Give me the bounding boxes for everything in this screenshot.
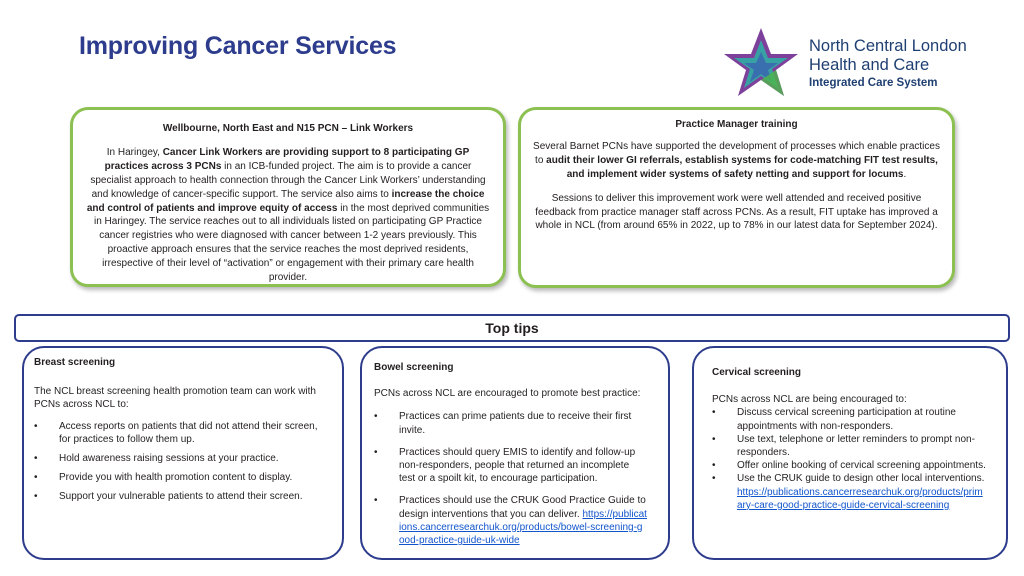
bowel-list — [374, 410, 648, 547]
practice-manager-text-1: Several Barnet PCNs have supported the development of processes which enable practices to audit their lower GI referrals, establish systems for code-matching FIT test results, and implement wider systems of safety netting and support for locums. — [533, 140, 940, 180]
list-item: • Offer online booking of cervical screening appointments. — [712, 459, 986, 472]
top-tips-banner: Top tips — [14, 314, 1010, 342]
practice-manager-text-2: Sessions to deliver this improvement work were well attended and received positive feedback from practice manager staff across PCNs. As a result, FIT uptake has improved a whole in NCL (from around 65% in 2022, up to 78% in our latest data for September 2024). — [535, 192, 938, 232]
practice-manager-heading: Practice Manager training — [675, 119, 798, 130]
bowel-screening-card — [360, 346, 670, 560]
breast-list — [34, 420, 322, 504]
breast-intro: The NCL breast screening health promotion team can work with PCNs across NCL to: — [34, 386, 316, 411]
list-item: • Access reports on patients that did not attend their screen, for practices to follow them up. — [34, 420, 322, 446]
link-workers-box — [70, 107, 506, 287]
page-title: Improving Cancer Services — [79, 32, 397, 60]
bowel-guide-link[interactable]: https://publications.cancerresearchuk.org/products/bowel-screening-good-practice-guide-uk-wide — [399, 508, 647, 547]
list-item: • Support your vulnerable patients to attend their screen. — [34, 490, 322, 503]
logo-line-2: Health and Care — [809, 56, 930, 74]
list-item: • Practices can prime patients due to receive their first invite. — [374, 410, 648, 436]
list-item: • Practices should use the CRUK Good Practice Guide to design interventions that you can deliver. https://publications.cancerresearchuk.org/products/bowel-screening-good-practice-guide-uk-wide — [374, 494, 648, 547]
list-item: • Hold awareness raising sessions at your practice. — [34, 452, 322, 465]
list-item: • Use the CRUK guide to design other local interventions. — [712, 472, 986, 485]
practice-manager-box — [518, 107, 955, 288]
cervical-guide-link[interactable]: https://publications.cancerresearchuk.org/products/primary-care-good-practice-guide-cervical-screening — [737, 486, 983, 511]
cervical-screening-card — [692, 346, 1008, 560]
list-item: • Provide you with health promotion content to display. — [34, 471, 322, 484]
logo-line-3: Integrated Care System — [809, 77, 938, 89]
logo-line-1: North Central London — [809, 37, 967, 55]
breast-screening-card — [22, 346, 344, 560]
bowel-intro: PCNs across NCL are encouraged to promote best practice: — [374, 388, 641, 400]
cervical-intro: PCNs across NCL are being encouraged to: — [712, 394, 907, 406]
list-item: • Practices should query EMIS to identify and follow-up non-responders, people that returned an incomplete test or a spoilt kit, to encourage participation. — [374, 446, 648, 486]
cervical-screening-title: Cervical screening — [712, 367, 801, 378]
list-item: • Use text, telephone or letter reminders to prompt non-responders. — [712, 433, 986, 459]
link-workers-text: In Haringey, Cancer Link Workers are providing support to 8 participating GP practices across 3 PCNs in an ICB-funded project. The aim is to provide a cancer specialist approach to health connection through the Cancer Link Workers’ understanding and knowledge of cancer-specific support. The service also aims to increase the choice and control of patients and improve equity of access in the most deprived communities in Haringey. The service reaches out to all individuals listed on participating GP Practice cancer registries who were diagnosed with cancer between 1-2 years previously. This proactive approach ensures that the service reaches the most deprived residents, irrespective of their level of “activation” or engagement with their primary care health provider. — [86, 146, 490, 284]
ncl-logo — [722, 26, 1002, 96]
list-item: • Discuss cervical screening participation at routine appointments with non-responders. — [712, 406, 986, 432]
cervical-list — [712, 406, 986, 485]
bowel-screening-title: Bowel screening — [374, 362, 454, 373]
star-logo-icon — [722, 26, 800, 98]
link-workers-heading: Wellbourne, North East and N15 PCN – Link Workers — [162, 123, 414, 134]
breast-screening-title: Breast screening — [34, 357, 116, 368]
